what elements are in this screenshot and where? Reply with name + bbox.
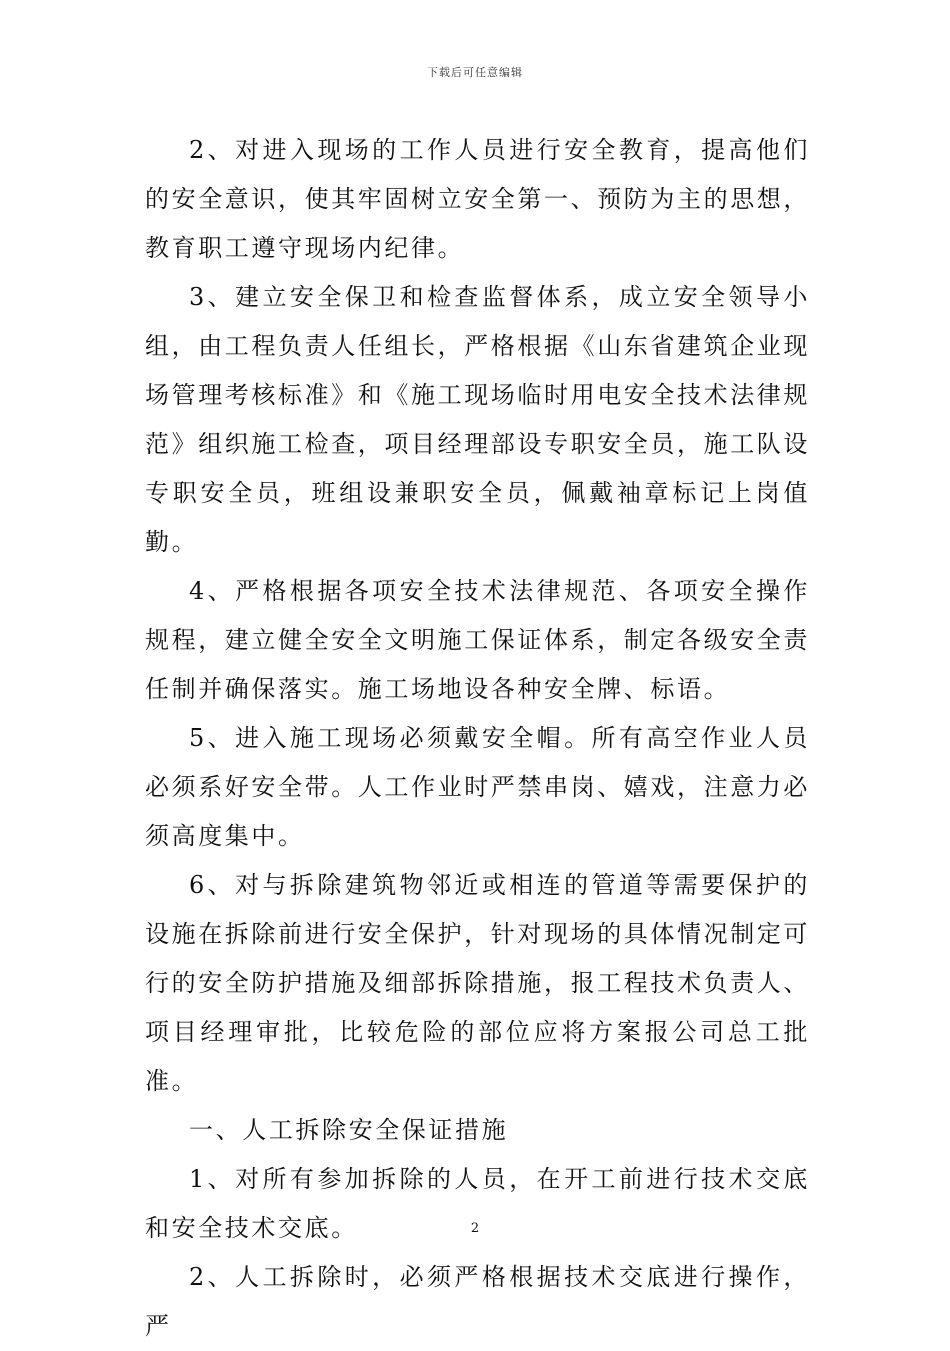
section-heading-manual-demolition: 一、人工拆除安全保证措施 (189, 1116, 509, 1144)
paragraph-item-2: 2、对进入现场的工作人员进行安全教育，提高他们的安全意识，使其牢固树立安全第一、预防为主的思想，教育职工遵守现场内纪律。 (145, 136, 810, 262)
paragraph-manual-2: 2、人工拆除时，必须严格根据技术交底进行操作，严 (145, 1263, 810, 1340)
page-header: 下载后可任意编辑 (427, 66, 523, 79)
paragraph-item-3: 3、建立安全保卫和检查监督体系，成立安全领导小组，由工程负责人任组长，严格根据《山东省建筑企业现场管理考核标准》和《施工现场临时用电安全技术法律规范》组织施工检查，项目经理部设专职安全员，施工队设专职安全员，班组设兼职安全员，佩戴袖章标记上岗值勤。 (145, 283, 810, 556)
paragraph-item-5: 5、进入施工现场必须戴安全帽。所有高空作业人员必须系好安全带。人工作业时严禁串岗、嬉戏，注意力必须高度集中。 (145, 724, 810, 850)
paragraph-item-4: 4、严格根据各项安全技术法律规范、各项安全操作规程，建立健全安全文明施工保证体系，制定各级安全责任制并确保落实。施工场地设各种安全牌、标语。 (145, 577, 810, 703)
paragraph-manual-1: 1、对所有参加拆除的人员，在开工前进行技术交底和安全技术交底。 (145, 1165, 810, 1242)
document-body (145, 126, 810, 1351)
paragraph-item-6: 6、对与拆除建筑物邻近或相连的管道等需要保护的设施在拆除前进行安全保护，针对现场的具体情况制定可行的安全防护措施及细部拆除措施，报工程技术负责人、项目经理审批，比较危险的部位应将方案报公司总工批准。 (145, 871, 810, 1095)
page-number: 2 (470, 1221, 480, 1236)
